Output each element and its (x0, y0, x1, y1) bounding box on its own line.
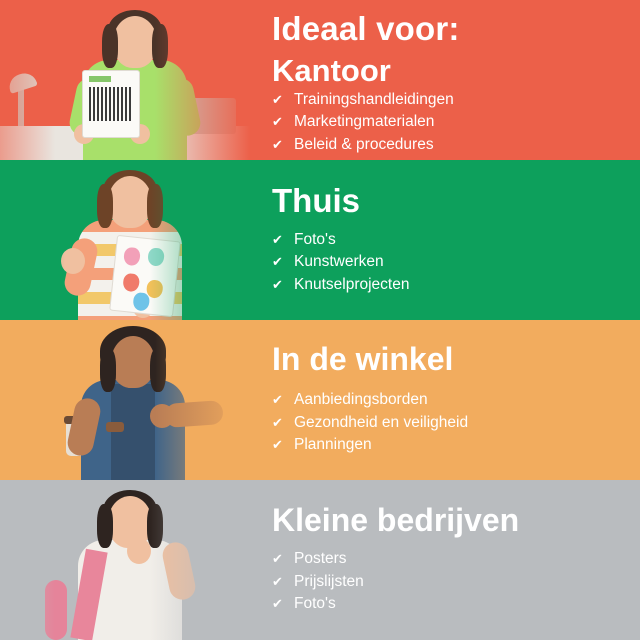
list-item-label: Beleid & procedures (294, 135, 434, 153)
photo-fade-business (0, 480, 250, 640)
check-icon: ✔ (272, 437, 283, 453)
check-icon: ✔ (272, 573, 283, 589)
poster-title: Ideaal voor: (272, 9, 460, 47)
list-item (272, 389, 640, 411)
check-icon: ✔ (272, 392, 283, 408)
check-icon: ✔ (272, 136, 283, 152)
photo-fade-office (0, 0, 250, 160)
list-item-label: Prijslijsten (294, 572, 364, 590)
office-text-column (272, 0, 640, 160)
list-item (272, 593, 640, 615)
check-icon: ✔ (272, 231, 283, 247)
check-icon: ✔ (272, 276, 283, 292)
section-home (0, 160, 640, 320)
photo-fade-home (0, 160, 250, 320)
check-icon: ✔ (272, 551, 283, 567)
check-icon: ✔ (272, 254, 283, 270)
photo-fade-store (0, 320, 250, 480)
list-item-label: Gezondheid en veiligheid (294, 413, 469, 431)
list-item-label: Planningen (294, 436, 372, 454)
list-item (272, 89, 640, 111)
list-item-label: Marketingmaterialen (294, 113, 435, 131)
list-business (272, 548, 640, 615)
section-store (0, 320, 640, 480)
section-office (0, 0, 640, 160)
business-text-column (272, 480, 640, 640)
list-item-label: Kunstwerken (294, 253, 384, 271)
heading-business: Kleine bedrijven (272, 502, 520, 539)
list-item (272, 571, 640, 593)
home-text-column (272, 160, 640, 320)
list-item (272, 251, 640, 273)
list-item (272, 412, 640, 434)
list-home (272, 229, 640, 296)
check-icon: ✔ (272, 91, 283, 107)
list-item (272, 229, 640, 251)
list-store (272, 389, 640, 456)
list-item-label: Foto's (294, 595, 336, 613)
store-text-column (272, 320, 640, 480)
list-item-label: Knutselprojecten (294, 275, 410, 293)
list-office (272, 89, 640, 156)
heading-store: In de winkel (272, 341, 454, 378)
list-item-label: Foto's (294, 230, 336, 248)
list-item (272, 111, 640, 133)
section-business (0, 480, 640, 640)
heading-home: Thuis (272, 181, 360, 219)
store-photo (0, 320, 250, 480)
list-item-label: Aanbiedingsborden (294, 391, 428, 409)
list-item (272, 274, 640, 296)
list-item-label: Trainingshandleidingen (294, 90, 454, 108)
home-photo (0, 160, 250, 320)
heading-office: Kantoor (272, 52, 391, 88)
list-item (272, 548, 640, 570)
check-icon: ✔ (272, 414, 283, 430)
check-icon: ✔ (272, 596, 283, 612)
list-item (272, 434, 640, 456)
list-item-label: Posters (294, 550, 347, 568)
list-item (272, 134, 640, 156)
office-photo (0, 0, 250, 160)
business-photo (0, 480, 250, 640)
check-icon: ✔ (272, 114, 283, 130)
